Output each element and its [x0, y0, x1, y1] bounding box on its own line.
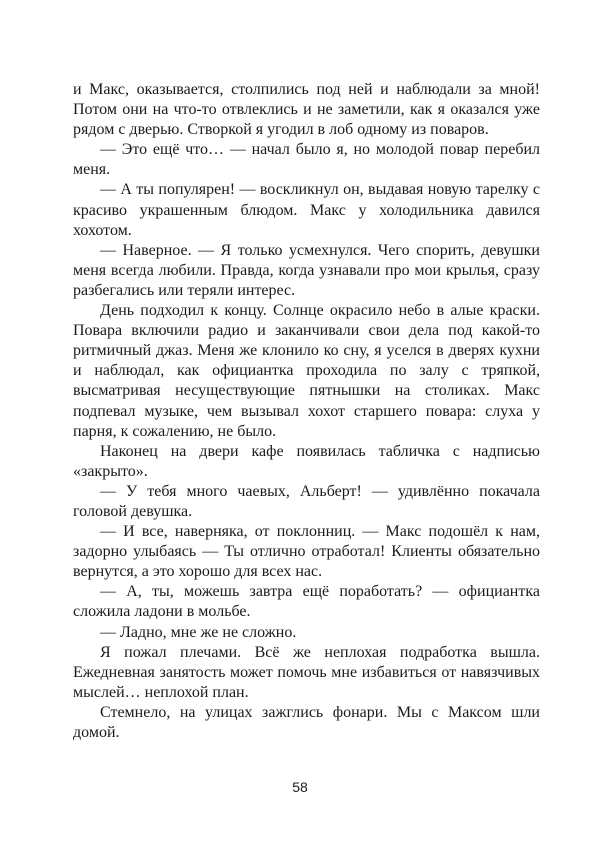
paragraph-8: — И все, наверняка, от поклонниц. — Макс подошёл к нам, задорно улыбаясь — Ты отлично отработал! Клиенты обязательно вернутся, а это хорошо для всех нас.	[73, 523, 540, 581]
page-body-text	[73, 80, 540, 743]
page-number: 58	[292, 779, 308, 795]
paragraph-4: — Наверное. — Я только усмехнулся. Чего спорить, девушки меня всегда любили. Правда, когда узнавали про мои крылья, сразу разбегались или теряли интерес.	[73, 241, 540, 299]
paragraph-3: — А ты популярен! — воскликнул он, выдавая новую тарелку с красиво украшенным блюдом. Макс у холодильника давился хохотом.	[73, 181, 540, 239]
paragraph-12: Стемнело, на улицах зажглись фонари. Мы с Максом шли домой.	[73, 703, 540, 741]
paragraph-6: Наконец на двери кафе появилась табличка с надписью «закрыто».	[73, 442, 540, 480]
paragraph-7: — У тебя много чаевых, Альберт! — удивлённо покачала головой девушка.	[73, 482, 540, 520]
paragraph-10: — Ладно, мне же не сложно.	[100, 623, 297, 641]
paragraph-9: — А, ты, можешь завтра ещё поработать? — официантка сложила ладони в мольбе.	[73, 583, 540, 621]
paragraph-5: День подходил к концу. Солнце окрасило небо в алые краски. Повара включили радио и заканчивали свои дела под какой-то ритмичный джаз. Меня же клонило ко сну, я уселся в дверях кухни и наблюдал, как официантка проходила по залу с тряпкой, высматривая несуществующие пятнышки на столиках. Макс подпевал музыке, чем вызывал хохот старшего повара: слуха у парня, к сожалению, не было.	[73, 302, 540, 440]
paragraph-1: и Макс, оказывается, столпились под ней и наблюдали за мной! Потом они на что-то отвлеклись и не заметили, как я оказался уже рядом с дверью. Створкой я угодил в лоб одному из поваров.	[73, 81, 540, 139]
paragraph-11: Я пожал плечами. Всё же неплохая подработка вышла. Ежедневная занятость может помочь мне избавиться от навязчивых мыслей… неплохой план.	[73, 643, 540, 701]
paragraph-2: — Это ещё что… — начал было я, но молодой повар перебил меня.	[73, 141, 540, 179]
